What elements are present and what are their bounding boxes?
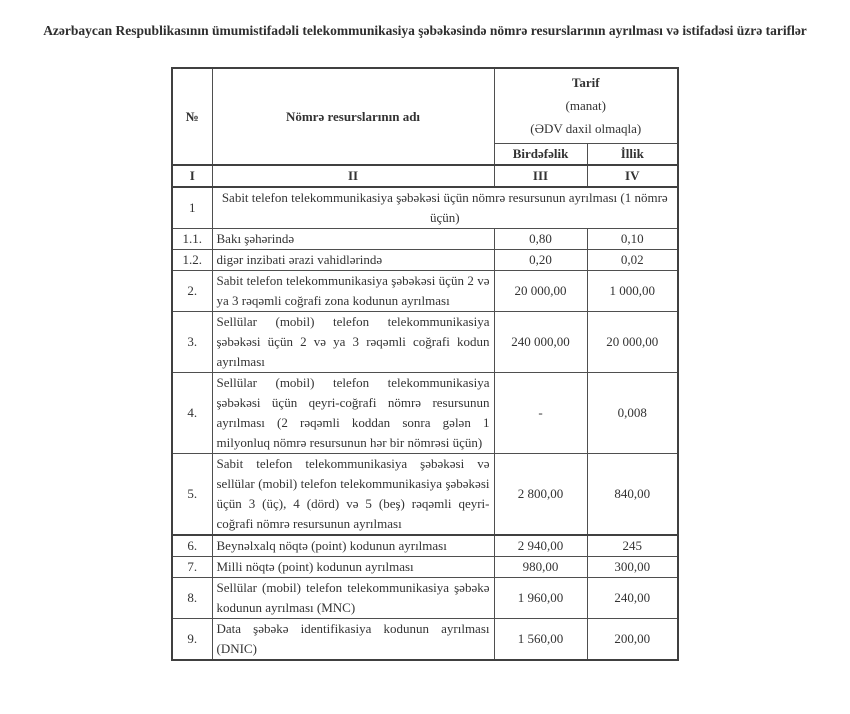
row-number-cell: 4. [172,373,212,454]
resource-name-cell: Bakı şəhərində [212,229,494,250]
row-number-cell: 6. [172,535,212,557]
roman-numeral-I: I [172,165,212,187]
onetime-tariff-cell: 0,20 [494,250,587,271]
onetime-tariff-cell: 2 800,00 [494,454,587,536]
row-number-cell: 1 [172,187,212,229]
annual-tariff-cell: 840,00 [587,454,678,536]
table-row [172,250,678,271]
column-header-tarif-group [494,68,678,143]
header-row-main [172,68,678,143]
column-header-onetime: Birdəfəlik [494,143,587,165]
resource-name-cell: Beynəlxalq nöqtə (point) kodunun ayrılması [212,535,494,557]
page-title: Azərbaycan Respublikasının ümumistifadəli telekommunikasiya şəbəkəsində nömrə resurslarının ayrılması və istifadəsi üzrə tariflər [43,23,807,38]
onetime-tariff-cell: 1 960,00 [494,578,587,619]
table-row [172,271,678,312]
resource-name-cell: Sellülar (mobil) telefon telekommunikasiya şəbəkə kodunun ayrılması (MNC) [212,578,494,619]
tarif-group-title: Tarif [571,75,600,91]
annual-tariff-cell: 0,02 [587,250,678,271]
tariff-table-header [172,68,678,187]
table-row [172,557,678,578]
resource-name-cell: Sabit telefon telekommunikasiya şəbəkəsi və sellülar (mobil) telefon telekommunikasiya şəbəkəsi üçün 3 (üç), 4 (dörd) və 5 (beş) rəqəmli qeyri-coğrafi nömrə resursunun ayrılması [212,454,494,536]
resource-name-cell: Sabit telefon telekommunikasiya şəbəkəsi üçün nömrə resursunun ayrılması (1 nömrə üçün) [212,187,678,229]
row-number-cell: 2. [172,271,212,312]
annual-tariff-cell: 240,00 [587,578,678,619]
row-number-cell: 8. [172,578,212,619]
onetime-tariff-cell: 980,00 [494,557,587,578]
table-row [172,229,678,250]
annual-tariff-cell: 1 000,00 [587,271,678,312]
table-row [172,619,678,661]
annual-tariff-cell: 245 [587,535,678,557]
column-header-annual: İllik [587,143,678,165]
resource-name-cell: Data şəbəkə identifikasiya kodunun ayrılması (DNIC) [212,619,494,661]
onetime-tariff-cell: 1 560,00 [494,619,587,661]
row-number-cell: 9. [172,619,212,661]
row-number-cell: 3. [172,312,212,373]
onetime-tariff-cell: 240 000,00 [494,312,587,373]
onetime-tariff-cell: - [494,373,587,454]
roman-numeral-IV: IV [587,165,678,187]
resource-name-cell: digər inzibati ərazi vahidlərində [212,250,494,271]
row-number-cell: 7. [172,557,212,578]
resource-name-cell: Milli nöqtə (point) kodunun ayrılması [212,557,494,578]
annual-tariff-cell: 0,10 [587,229,678,250]
annual-tariff-cell: 300,00 [587,557,678,578]
column-header-resource-name: Nömrə resurslarının adı [212,68,494,165]
onetime-tariff-cell: 2 940,00 [494,535,587,557]
table-row [172,187,678,229]
document-page [0,22,850,714]
table-row [172,454,678,536]
tariff-table-body [172,187,678,660]
header-row-roman [172,165,678,187]
row-number-cell: 5. [172,454,212,536]
table-row [172,312,678,373]
column-header-number: № [172,68,212,165]
tarif-group-vat-note: (ƏDV daxil olmaqla) [530,121,642,137]
table-row [172,578,678,619]
resource-name-cell: Sabit telefon telekommunikasiya şəbəkəsi üçün 2 və ya 3 rəqəmli coğrafi zona kodunun ayrılması [212,271,494,312]
annual-tariff-cell: 0,008 [587,373,678,454]
table-row [172,373,678,454]
row-number-cell: 1.1. [172,229,212,250]
tarif-group-unit: (manat) [565,98,606,114]
resource-name-cell: Sellülar (mobil) telefon telekommunikasiya şəbəkəsi üçün qeyri-coğrafi nömrə resursunun ayrılması (2 rəqəmli koddan sonra gələn 1 milyonluq nömrə resursunun hər bir nömrəsi üçün) [212,373,494,454]
onetime-tariff-cell: 0,80 [494,229,587,250]
tariff-table [171,67,679,661]
row-number-cell: 1.2. [172,250,212,271]
table-row [172,535,678,557]
roman-numeral-III: III [494,165,587,187]
roman-numeral-II: II [212,165,494,187]
annual-tariff-cell: 20 000,00 [587,312,678,373]
onetime-tariff-cell: 20 000,00 [494,271,587,312]
annual-tariff-cell: 200,00 [587,619,678,661]
resource-name-cell: Sellülar (mobil) telefon telekommunikasiya şəbəkəsi üçün 2 və ya 3 rəqəmli coğrafi kodun ayrılması [212,312,494,373]
